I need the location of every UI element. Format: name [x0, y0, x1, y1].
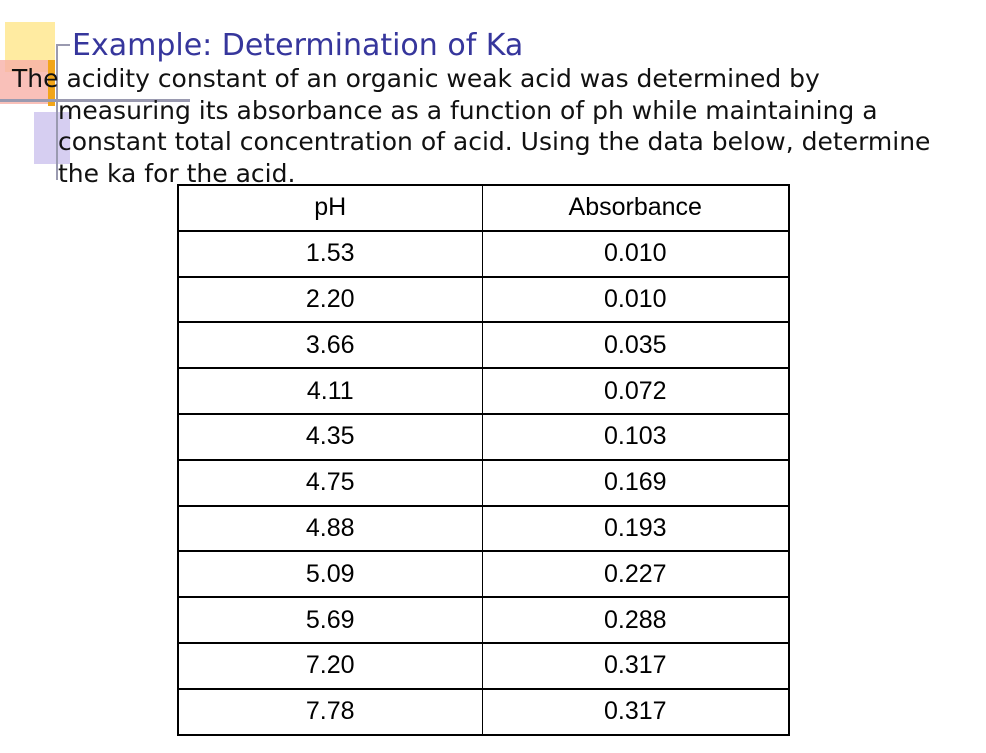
table-row — [178, 414, 789, 460]
ph-cell: 3.66 — [178, 322, 482, 368]
table-row — [178, 322, 789, 368]
ph-cell: 5.69 — [178, 597, 482, 643]
absorbance-cell: 0.288 — [482, 597, 789, 643]
ph-absorbance-table — [177, 184, 790, 736]
absorbance-cell: 0.227 — [482, 551, 789, 597]
decor-top-tick — [56, 44, 70, 46]
intro-line: The acidity constant of an organic weak acid was determined by — [12, 64, 820, 93]
table-row — [178, 551, 789, 597]
table-row — [178, 231, 789, 277]
table-header-row — [178, 185, 789, 231]
ph-cell: 4.88 — [178, 506, 482, 552]
table-row — [178, 643, 789, 689]
column-header-ph: pH — [178, 185, 482, 231]
table-row — [178, 277, 789, 323]
absorbance-cell: 0.317 — [482, 643, 789, 689]
table-row — [178, 460, 789, 506]
absorbance-cell: 0.169 — [482, 460, 789, 506]
intro-line: measuring its absorbance as a function of ph while maintaining a — [58, 95, 878, 125]
slide-title: Example: Determination of Ka — [72, 28, 524, 63]
ph-cell: 7.20 — [178, 643, 482, 689]
ph-cell: 4.35 — [178, 414, 482, 460]
absorbance-cell: 0.072 — [482, 368, 789, 414]
absorbance-cell: 0.193 — [482, 506, 789, 552]
ph-cell: 5.09 — [178, 551, 482, 597]
absorbance-cell: 0.317 — [482, 689, 789, 735]
table-body — [178, 231, 789, 735]
table-row — [178, 689, 789, 735]
intro-line: constant total concentration of acid. Using the data below, determine — [58, 127, 931, 156]
column-header-absorbance: Absorbance — [482, 185, 789, 231]
ph-cell: 4.11 — [178, 368, 482, 414]
intro-line: the ka for the acid. — [58, 158, 296, 188]
ph-cell: 2.20 — [178, 277, 482, 323]
intro-paragraph — [12, 63, 980, 189]
absorbance-cell: 0.010 — [482, 231, 789, 277]
table-row — [178, 597, 789, 643]
ph-cell: 4.75 — [178, 460, 482, 506]
table-row — [178, 506, 789, 552]
ph-cell: 1.53 — [178, 231, 482, 277]
absorbance-cell: 0.010 — [482, 277, 789, 323]
table-row — [178, 368, 789, 414]
absorbance-cell: 0.103 — [482, 414, 789, 460]
ph-cell: 7.78 — [178, 689, 482, 735]
absorbance-cell: 0.035 — [482, 322, 789, 368]
